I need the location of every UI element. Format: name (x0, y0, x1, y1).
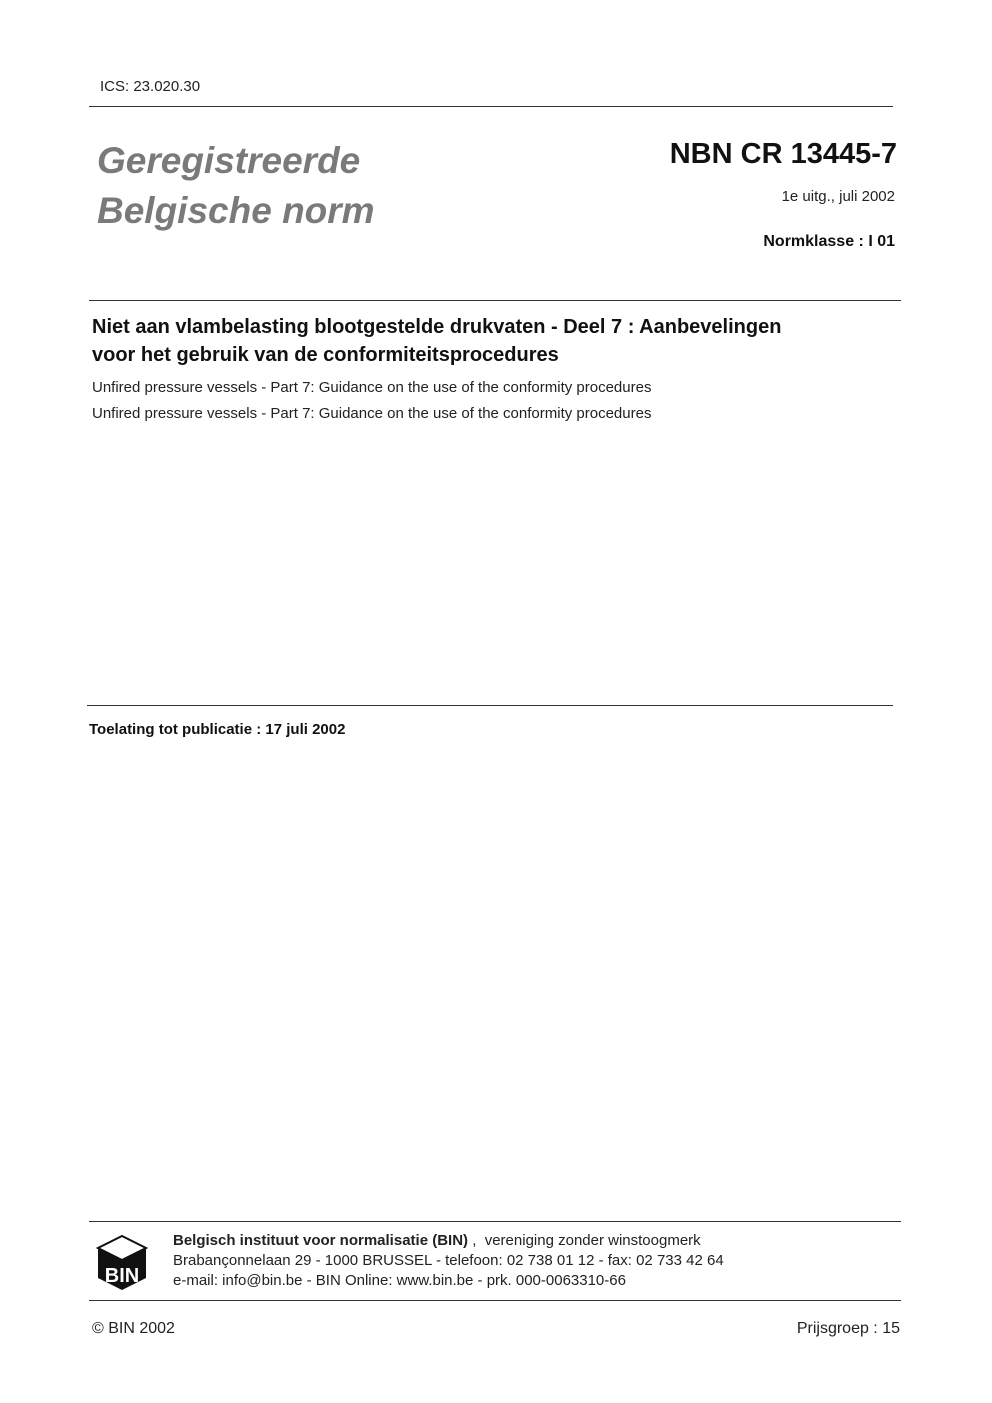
ics-code: ICS: 23.020.30 (100, 78, 201, 95)
header-divider (89, 106, 893, 107)
english-title-1: Unfired pressure vessels - Part 7: Guidance on the use of the conformity procedures (92, 379, 652, 396)
title-divider (89, 300, 901, 301)
publisher-type: , vereniging zonder winstoogmerk (468, 1232, 701, 1249)
dutch-title-line-1: Niet aan vlambelasting blootgestelde drukvaten - Deel 7 : Aanbevelingen (92, 316, 782, 338)
english-title-2: Unfired pressure vessels - Part 7: Guidance on the use of the conformity procedures (92, 405, 652, 422)
norm-class: Normklasse : I 01 (763, 233, 895, 250)
logo-letters: BIN (104, 1265, 140, 1287)
publisher-name: Belgisch instituut voor normalisatie (BIN) (173, 1232, 469, 1249)
edition: 1e uitg., juli 2002 (781, 188, 895, 205)
publisher-name-line (173, 1231, 724, 1251)
copyright: © BIN 2002 (92, 1320, 175, 1337)
bin-logo-icon (96, 1234, 148, 1292)
standard-number: NBN CR 13445-7 (669, 138, 897, 170)
publisher-bottom-divider (89, 1300, 901, 1301)
publication-approval: Toelating tot publicatie : 17 juli 2002 (89, 721, 346, 738)
publisher-info (173, 1231, 724, 1291)
registered-standard-label (97, 136, 375, 236)
publisher-top-divider (89, 1221, 901, 1222)
registered-line-1: Geregistreerde (97, 140, 361, 181)
dutch-title-line-2: voor het gebruik van de conformiteitsprocedures (92, 344, 559, 366)
price-group: Prijsgroep : 15 (796, 1320, 900, 1337)
registered-line-2: Belgische norm (97, 190, 375, 231)
approval-divider (87, 705, 893, 706)
publisher-contact: e-mail: info@bin.be - BIN Online: www.bin.be - prk. 000-0063310-66 (173, 1272, 626, 1289)
dutch-title (92, 313, 912, 369)
publisher-address: Brabançonnelaan 29 - 1000 BRUSSEL - telefoon: 02 738 01 12 - fax: 02 733 42 64 (173, 1252, 724, 1269)
